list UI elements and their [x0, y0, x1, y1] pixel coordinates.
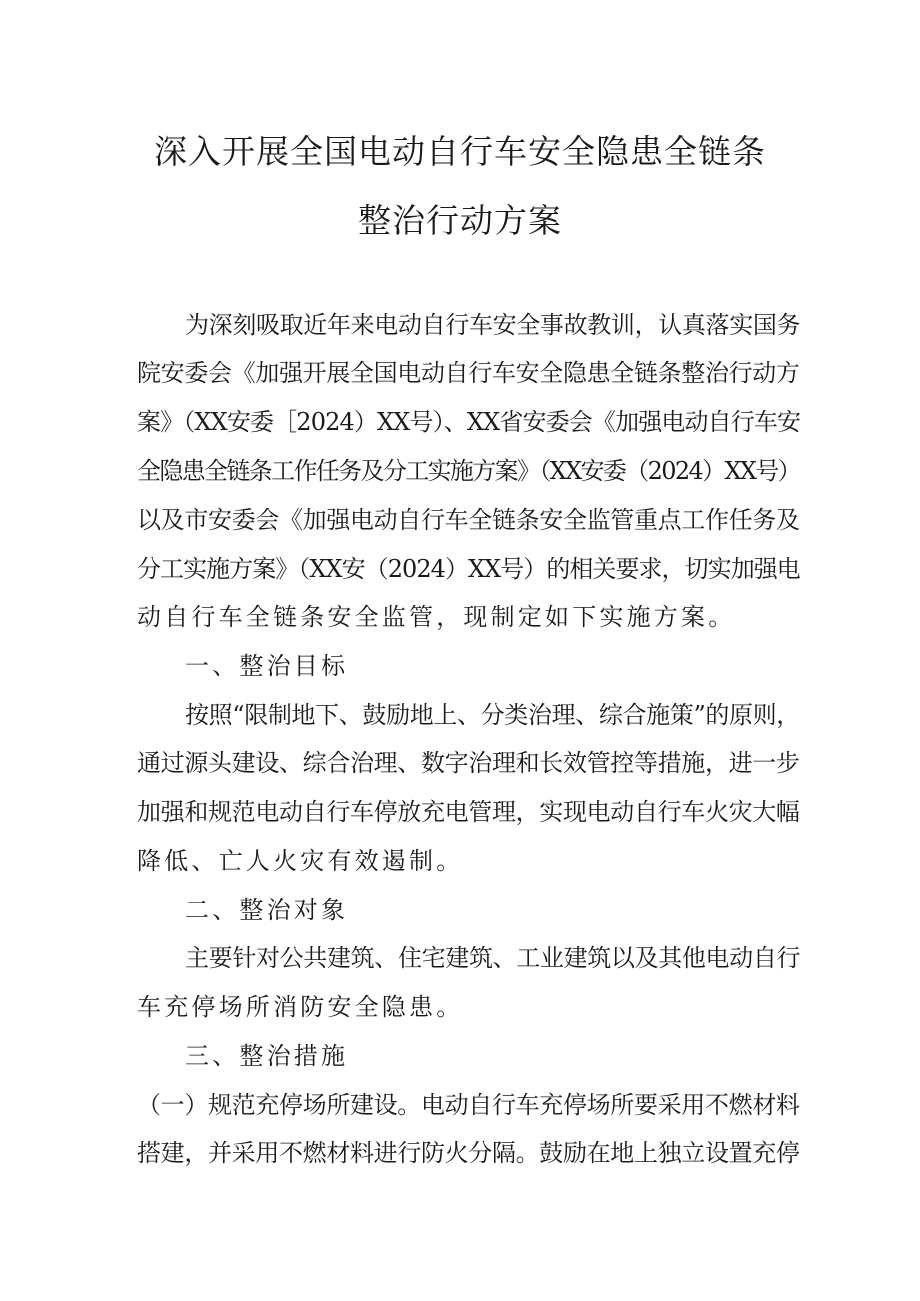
- section-heading-2: 二、整治对象: [185, 896, 349, 924]
- paragraph-line: 院安委会《加强开展全国电动自行车安全隐患全链条整治行动方: [137, 359, 800, 387]
- paragraph-line: （一）规范充停场所建设。电动自行车充停场所要采用不燃材料: [137, 1091, 800, 1119]
- document-title-line-1: 深入开展全国电动自行车安全隐患全链条: [154, 132, 766, 171]
- paragraph-line: 动自行车全链条安全监管，现制定如下实施方案。: [137, 603, 736, 631]
- paragraph-line: 降低、亡人火灾有效遏制。: [137, 847, 464, 875]
- paragraph-line: 分工实施方案》（XX安（2024）XX号）的相关要求，切实加强电: [137, 555, 800, 583]
- paragraph-line: 加强和规范电动自行车停放充电管理，实现电动自行车火灾大幅: [137, 798, 800, 826]
- paragraph-line: 以及市安委会《加强电动自行车全链条安全监管重点工作任务及: [137, 506, 800, 534]
- paragraph-line: 主要针对公共建筑、住宅建筑、工业建筑以及其他电动自行: [185, 944, 801, 972]
- paragraph-line: 按照“限制地下、鼓励地上、分类治理、综合施策”的原则，: [185, 701, 800, 729]
- paragraph-line: 车充停场所消防安全隐患。: [137, 993, 464, 1021]
- document-title-line-2: 整治行动方案: [358, 201, 562, 240]
- section-heading-1: 一、整治目标: [185, 652, 349, 680]
- section-heading-3: 三、整治措施: [185, 1042, 349, 1070]
- paragraph-line: 搭建，并采用不燃材料进行防火分隔。鼓励在地上独立设置充停: [137, 1139, 800, 1167]
- paragraph-line: 通过源头建设、综合治理、数字治理和长效管控等措施，进一步: [137, 749, 800, 777]
- paragraph-line: 为深刻吸取近年来电动自行车安全事故教训，认真落实国务: [185, 311, 801, 339]
- paragraph-line: 案》（XX安委［2024）XX号）、XX省安委会《加强电动自行车安: [137, 408, 801, 436]
- paragraph-line: 全隐患全链条工作任务及分工实施方案》（XX安委（2024）XX号）: [137, 457, 801, 485]
